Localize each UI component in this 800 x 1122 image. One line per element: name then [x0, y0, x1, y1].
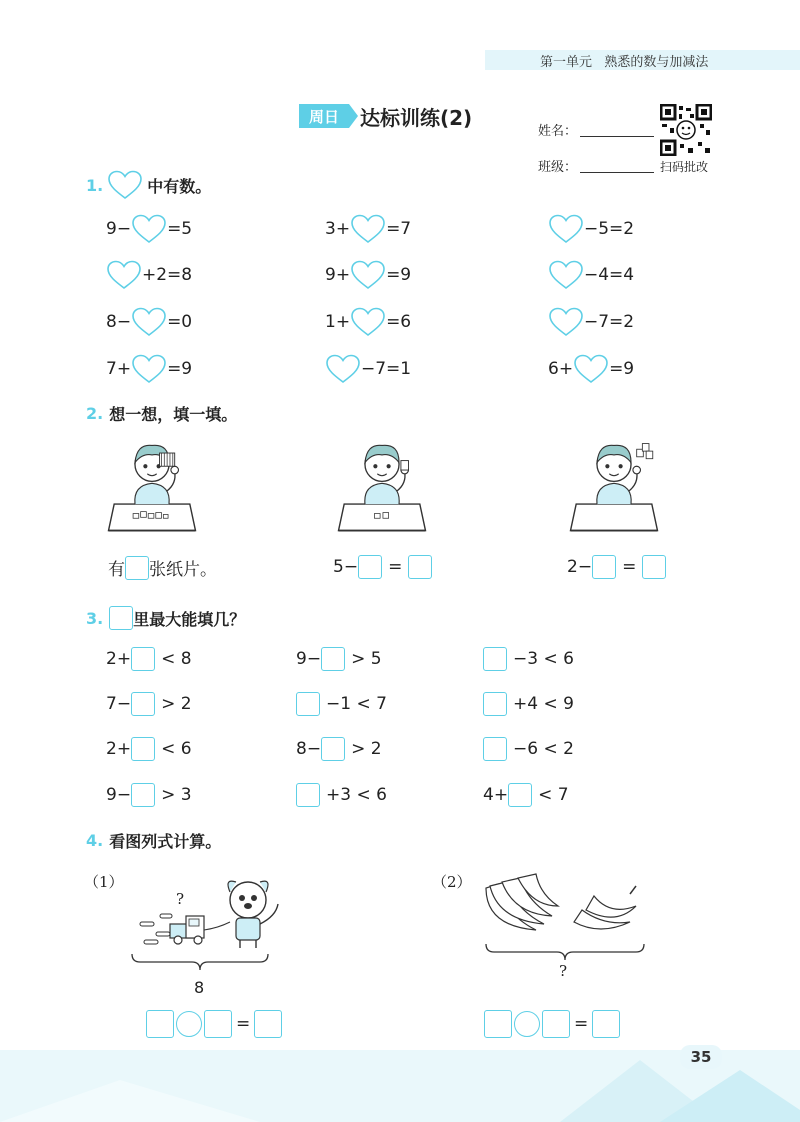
unit-label: 第一单元: [540, 55, 593, 70]
heart-answer-icon[interactable]: [350, 214, 386, 244]
q1-item-1-2: [325, 214, 411, 244]
answer-box[interactable]: [146, 1010, 174, 1038]
part2-equation: [484, 1010, 620, 1038]
answer-box[interactable]: [542, 1010, 570, 1038]
q3-item-4-1: [106, 783, 192, 807]
expr-post: −5=2: [584, 219, 635, 239]
q4-number: 4.: [86, 831, 104, 850]
q2-fill-1: [108, 555, 217, 580]
class-label: 班级：: [538, 160, 578, 175]
kid-with-papers-illustration: [566, 436, 662, 540]
expr-pre: 6+: [548, 359, 574, 379]
answer-box[interactable]: [296, 692, 320, 716]
q2-fill-3: [567, 555, 666, 579]
answer-box[interactable]: [254, 1010, 282, 1038]
q1-heading: [86, 170, 211, 200]
expr-post: −6 < 2: [513, 739, 574, 759]
operator-circle[interactable]: [176, 1011, 202, 1037]
answer-box[interactable]: [131, 737, 155, 761]
expr-post: > 2: [351, 739, 382, 759]
answer-box[interactable]: [592, 555, 616, 579]
q1-item-4-3: [548, 354, 634, 384]
expr-pre: 2−: [567, 557, 593, 577]
q2-text: 想一想，填一填。: [109, 405, 238, 424]
topic-label: 熟悉的数与加减法: [604, 55, 709, 70]
expr-post: =9: [167, 359, 193, 379]
q1-item-1-3: [548, 214, 634, 244]
part2-label: （2）: [432, 873, 472, 891]
expr-pre: 3+: [325, 219, 351, 239]
page-title: 达标训练(2): [360, 106, 473, 130]
kid-with-comb-illustration: [104, 436, 200, 540]
expr-post: > 5: [351, 649, 382, 669]
q4-heading: [86, 829, 221, 852]
expr-pre: 9−: [296, 649, 322, 669]
expr-pre: 8−: [296, 739, 322, 759]
expr-pre: 9+: [325, 265, 351, 285]
equals-sign: =: [388, 557, 403, 577]
heart-answer-icon[interactable]: [350, 307, 386, 337]
name-field[interactable]: [580, 135, 654, 137]
q3-item-2-3: [483, 692, 574, 716]
q3-item-4-3: [483, 783, 569, 807]
part2-question-mark: ?: [559, 962, 568, 980]
expr-post: > 3: [161, 785, 192, 805]
equals-sign: =: [236, 1014, 251, 1034]
expr-post: −7=1: [361, 359, 412, 379]
bananas-illustration: [480, 870, 650, 940]
answer-box[interactable]: [484, 1010, 512, 1038]
expr-post: −1 < 7: [326, 694, 387, 714]
class-field[interactable]: [580, 171, 654, 173]
expr-pre: 8−: [106, 312, 132, 332]
expr-post: =9: [609, 359, 635, 379]
q1-item-1-1: [106, 214, 192, 244]
page-number: 35: [680, 1045, 722, 1069]
heart-answer-icon[interactable]: [350, 260, 386, 290]
q3-item-2-2: [296, 692, 387, 716]
q1-number: 1.: [86, 175, 104, 195]
heart-answer-icon[interactable]: [548, 260, 584, 290]
answer-box[interactable]: [321, 647, 345, 671]
day-badge: 周日: [299, 104, 349, 128]
q3-item-2-1: [106, 692, 192, 716]
expr-post: =7: [386, 219, 412, 239]
expr-post: =9: [386, 265, 412, 285]
answer-box[interactable]: [131, 647, 155, 671]
heart-answer-icon[interactable]: [548, 214, 584, 244]
answer-box[interactable]: [321, 737, 345, 761]
q1-item-2-2: [325, 260, 411, 290]
expr-pre: 9−: [106, 785, 132, 805]
total-brace: [130, 952, 270, 976]
q3-text: 里最大能填几？: [133, 609, 246, 629]
expr-post: −3 < 6: [513, 649, 574, 669]
answer-box[interactable]: [483, 692, 507, 716]
q1-item-3-1: [106, 307, 192, 337]
q3-item-4-2: [296, 783, 387, 807]
qr-code-icon[interactable]: [660, 104, 712, 156]
name-label: 姓名：: [538, 124, 578, 139]
answer-box[interactable]: [131, 783, 155, 807]
expr-post: −7=2: [584, 312, 635, 332]
expr-pre: 7+: [106, 359, 132, 379]
equals-sign: =: [574, 1014, 589, 1034]
q2-heading: [86, 402, 237, 425]
answer-box[interactable]: [125, 556, 149, 580]
answer-box[interactable]: [483, 647, 507, 671]
heart-answer-icon[interactable]: [106, 260, 142, 290]
answer-box[interactable]: [642, 555, 666, 579]
expr-post: < 6: [161, 739, 192, 759]
expr-pre: 2+: [106, 739, 132, 759]
q2-fill-2: [333, 555, 432, 579]
answer-box[interactable]: [508, 783, 532, 807]
expr-pre: 2+: [106, 649, 132, 669]
dog-with-truck-illustration: [130, 870, 290, 952]
q3-item-1-1: [106, 647, 192, 671]
answer-box[interactable]: [408, 555, 432, 579]
heart-icon: [107, 170, 143, 200]
heart-answer-icon[interactable]: [131, 307, 167, 337]
q1-item-4-2: [325, 354, 411, 384]
expr-post: +4 < 9: [513, 694, 574, 714]
q3-item-3-2: [296, 737, 382, 761]
heart-answer-icon[interactable]: [131, 354, 167, 384]
expr-post: −4=4: [584, 265, 635, 285]
answer-box[interactable]: [296, 783, 320, 807]
q3-item-1-2: [296, 647, 382, 671]
expr-post: =6: [386, 312, 412, 332]
expr-post: =5: [167, 219, 193, 239]
answer-box[interactable]: [483, 737, 507, 761]
part1-equation: [146, 1010, 282, 1038]
operator-circle[interactable]: [514, 1011, 540, 1037]
q1-item-3-3: [548, 307, 634, 337]
expr-post: =0: [167, 312, 193, 332]
answer-box[interactable]: [358, 555, 382, 579]
expr-post: > 2: [161, 694, 192, 714]
expr-post: < 7: [538, 785, 569, 805]
heart-answer-icon[interactable]: [573, 354, 609, 384]
answer-box[interactable]: [131, 692, 155, 716]
fill-post-text: 张纸片。: [149, 560, 217, 580]
heart-answer-icon[interactable]: [548, 307, 584, 337]
answer-box[interactable]: [592, 1010, 620, 1038]
expr-pre: 1+: [325, 312, 351, 332]
q3-number: 3.: [86, 608, 104, 628]
part1-total: 8: [194, 978, 205, 997]
expr-pre: 5−: [333, 557, 359, 577]
q1-item-2-3: [548, 260, 634, 290]
expr-pre: 9−: [106, 219, 132, 239]
expr-post: +2=8: [142, 265, 193, 285]
box-icon: [109, 606, 133, 630]
heart-answer-icon[interactable]: [325, 354, 361, 384]
expr-pre: 4+: [483, 785, 509, 805]
expr-post: +3 < 6: [326, 785, 387, 805]
expr-pre: 7−: [106, 694, 132, 714]
equals-sign: =: [622, 557, 637, 577]
kid-with-paper-illustration: [334, 436, 430, 540]
q3-item-1-3: [483, 647, 574, 671]
fill-pre-text: 有: [108, 560, 125, 580]
q1-item-4-1: [106, 354, 192, 384]
q1-text: 中有数。: [147, 176, 212, 196]
part1-label: （1）: [84, 873, 124, 891]
q3-item-3-3: [483, 737, 574, 761]
q1-item-3-2: [325, 307, 411, 337]
qr-label: 扫码批改: [660, 160, 709, 174]
q4-text: 看图列式计算。: [109, 832, 222, 851]
q3-heading: [86, 606, 245, 630]
running-header: [540, 51, 708, 70]
q3-item-3-1: [106, 737, 192, 761]
expr-post: < 8: [161, 649, 192, 669]
part1-question-mark: ?: [176, 890, 185, 908]
answer-box[interactable]: [204, 1010, 232, 1038]
heart-answer-icon[interactable]: [131, 214, 167, 244]
q1-item-2-1: [106, 260, 192, 290]
q2-number: 2.: [86, 404, 104, 423]
